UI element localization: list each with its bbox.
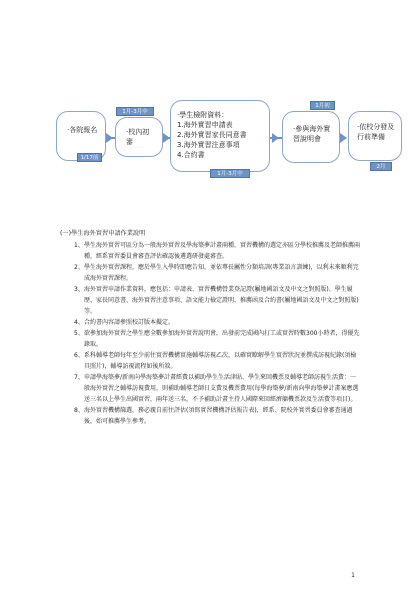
flow-arrow-2 [163, 133, 170, 143]
item-number: 8、 [74, 407, 84, 414]
item-number: 3、 [74, 286, 84, 293]
documents-title: ‧學生檢附資料： [177, 111, 229, 119]
item-number: 1、 [74, 242, 84, 249]
item-text: 海外實習機構篩選，務必親自前往評估(須寫實習機構評估報告表)，經系、院校外實習委員會審查通過後，始可推薦學生參考。 [84, 407, 353, 425]
item-text: 海外實習申請作業資料，應包括：申請表、實習機構營業登記證(屬地國語文及中文之對照版)、學生履歷、家長同意書、海外實習注意事項、語文能力檢定證明、推薦函及合約書(屬地國語文及中文之對照版)等。 [84, 286, 359, 315]
documents-item: 1.海外實習申請表 [177, 121, 233, 129]
item-text: 欲參加海外實習之學生應全數參加海外實習說明會，出發前完成國內打工或實習時數300小時者，得優先錄取。 [84, 330, 360, 348]
flow-arrow-4 [340, 133, 347, 143]
instruction-item [60, 317, 360, 328]
instruction-item [60, 262, 360, 284]
documents-item: 3.海外實習注意事項 [177, 141, 240, 149]
instruction-item [60, 350, 360, 372]
application-instructions [60, 228, 360, 427]
flow-step-review-label: ‧校內初審 [126, 128, 150, 146]
item-number: 2、 [74, 264, 84, 271]
item-number: 5、 [74, 330, 84, 337]
flow-tag-feb: 2月 [370, 162, 392, 171]
flow-step-review [115, 117, 163, 157]
item-text: 系科輔導老師每年至少前往實習機構實施輔導訪視乙次，以確實瞭解學生實習狀況並撰成訪視紀錄(須檢具照片)，輔導訪視流程如後所敘。 [84, 352, 357, 370]
documents-item: 4.合約書 [177, 151, 205, 159]
item-text: 合約書內容請參照校訂版本擬定。 [84, 319, 175, 326]
flow-tag-deadline: 1/17前 [77, 153, 102, 162]
flow-step-briefing-label: ‧參與海外實習說明會 [293, 125, 331, 143]
item-number: 4、 [74, 319, 84, 326]
item-text: 學生海外實習課程，應於學生入學時即應告知，並依專長屬性分類培訓(專業語言訓練)，以利未來順利完成海外實習課程。 [84, 264, 359, 282]
flow-step-documents-list [177, 110, 269, 160]
flow-arrow-1 [106, 133, 113, 143]
application-flowchart [0, 0, 420, 200]
flow-step-documents [170, 100, 270, 172]
flow-step-briefing [282, 111, 340, 163]
instruction-item [60, 284, 360, 317]
item-number: 6、 [74, 352, 84, 359]
instruction-item [60, 405, 360, 427]
flow-step-assignment [348, 111, 402, 161]
page-number: 1 [351, 572, 355, 579]
documents-item: 2.海外實習家長同意書 [177, 131, 247, 139]
instruction-item [60, 328, 360, 350]
item-number: 7、 [74, 374, 84, 381]
flow-tag-early-jan: 1月初 [310, 101, 335, 110]
item-text: 申請學海築夢/新南向學海築夢計畫經費以補助學生生活津貼、學生來回機票及輔導老師訪視生活費：一般海外實習之輔導訪視費用，則補助輔導老師日支費及機票費用(每學海築夢/新南向學海築夢計畫案應選送三名以上學生出國實習，兩年送三名，不予補助計畫主持人國際來回經濟艙機票款及生活費等項目)。 [84, 374, 359, 403]
item-text: 學生海外實習可區分為一般海外實習及學海築夢計畫兩種，實習機構的選定亦區分學校推薦及老師推薦兩種，經系實習委員會審查評估確認後遴選研發處審查。 [84, 242, 361, 260]
flow-step-register-label: ‧各院報名 [67, 126, 98, 134]
flow-arrow-3 [272, 133, 279, 143]
section-heading: (一)學生海外實習申請作業說明 [60, 230, 146, 237]
instruction-item [60, 240, 360, 262]
instruction-item [60, 372, 360, 405]
flow-step-assignment-label: ‧依校分發及行前準備 [357, 123, 395, 141]
flow-tag-period-2: 1月-3月中 [210, 169, 250, 178]
flow-tag-period-1: 1月-3月中 [116, 107, 154, 116]
